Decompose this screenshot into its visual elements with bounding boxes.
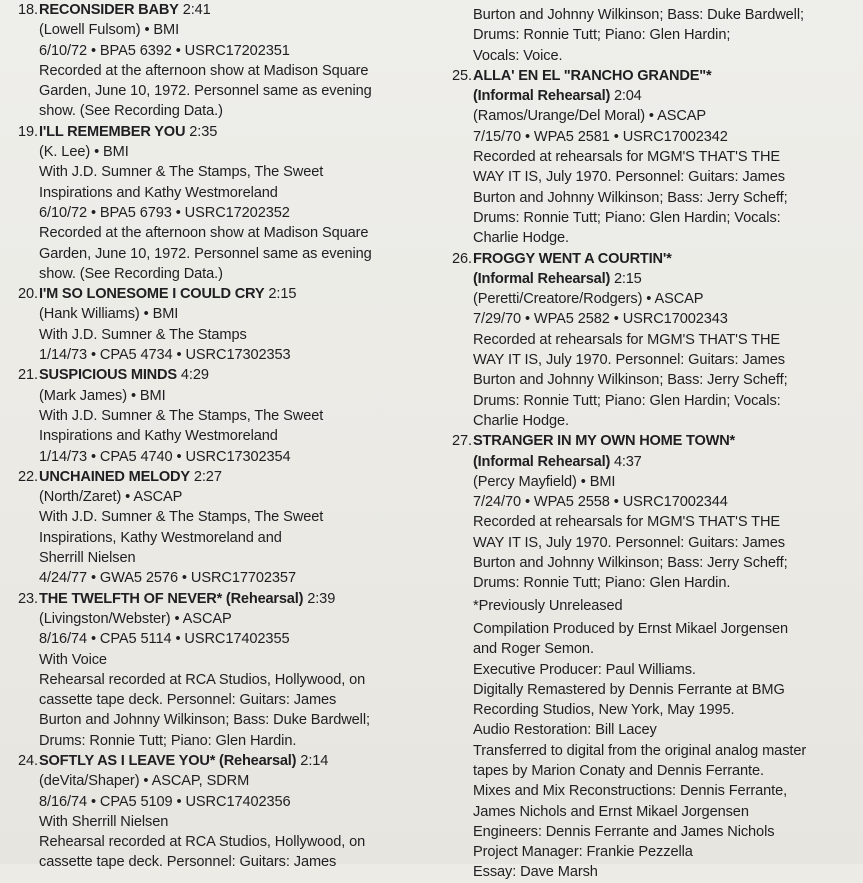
track-number: 19. <box>18 123 38 140</box>
track-title: SOFTLY AS I LEAVE YOU* (Rehearsal) <box>39 752 297 769</box>
track-detail-line: Garden, June 10, 1972. Personnel same as evening <box>39 245 372 262</box>
track-title: RECONSIDER BABY <box>39 2 179 18</box>
track-number: 23. <box>18 590 38 607</box>
track-detail-line: WAY IT IS, July 1970. Personnel: Guitars: James <box>473 352 785 369</box>
track-22 <box>18 467 438 589</box>
track-duration: 2:27 <box>193 468 222 485</box>
track-detail-line: Sherrill Nielsen <box>39 550 136 567</box>
credit-line: Mixes and Mix Reconstructions: Dennis Ferrante, <box>473 783 788 800</box>
track-duration: 2:15 <box>268 286 297 303</box>
track-duration: 4:29 <box>180 367 209 384</box>
track-number: 24. <box>18 752 38 769</box>
track-detail-line: Recorded at the afternoon show at Madison Square <box>39 62 369 79</box>
track-detail-line: 1/14/73 • CPA5 4734 • USRC17302353 <box>39 347 291 364</box>
track-detail-line: 7/29/70 • WPA5 2582 • USRC17002343 <box>473 311 728 328</box>
track-subtitle-line <box>473 269 857 289</box>
track-detail-line: Drums: Ronnie Tutt; Piano: Glen Hardin; Vocals: <box>473 209 781 226</box>
track-subtitle: (Informal Rehearsal) <box>473 453 611 470</box>
track-23 <box>18 589 438 751</box>
track-title-line <box>39 467 438 487</box>
track-duration: 2:39 <box>307 590 336 607</box>
track-24 <box>18 751 438 873</box>
continued-detail-line: Drums: Ronnie Tutt; Piano: Glen Hardin; <box>473 27 731 44</box>
track-detail-line: Recorded at rehearsals for MGM'S THAT'S THE <box>473 331 781 348</box>
track-title-line <box>39 284 438 304</box>
track-detail-line: Inspirations and Kathy Westmoreland <box>39 428 278 445</box>
continued-detail-line: Vocals: Voice. <box>473 47 563 64</box>
production-credits <box>452 619 857 883</box>
track-title-line <box>39 0 438 20</box>
track-detail-line: (Ramos/Urange/Del Moral) • ASCAP <box>473 108 707 125</box>
track-detail-line: Drums: Ronnie Tutt; Piano: Glen Hardin. <box>473 575 731 592</box>
track-number: 26. <box>452 250 472 267</box>
track-detail-line: With J.D. Sumner & The Stamps, The Sweet <box>39 509 324 526</box>
track-25 <box>452 66 857 249</box>
credit-line: James Nichols and Ernst Mikael Jorgensen <box>473 803 749 820</box>
track-title: STRANGER IN MY OWN HOME TOWN* <box>473 433 736 450</box>
right-column <box>452 5 857 883</box>
track-21 <box>18 365 438 466</box>
track-duration: 2:14 <box>300 752 329 769</box>
track-duration: 2:04 <box>613 88 642 105</box>
track-detail-line: 6/10/72 • BPA5 6392 • USRC17202351 <box>39 42 290 59</box>
credit-line: Digitally Remastered by Dennis Ferrante at BMG <box>473 681 785 698</box>
track-detail-line: show. (See Recording Data.) <box>39 103 223 120</box>
continued-track-24 <box>452 5 857 66</box>
track-detail-line: Recorded at rehearsals for MGM'S THAT'S THE <box>473 514 781 531</box>
credit-line: Executive Producer: Paul Williams. <box>473 661 696 678</box>
track-detail-line: Charlie Hodge. <box>473 412 569 429</box>
track-detail-line: Burton and Johnny Wilkinson; Bass: Jerry Scheff; <box>473 372 788 389</box>
credit-line: and Roger Semon. <box>473 641 594 658</box>
track-detail-line: With J.D. Sumner & The Stamps, The Sweet <box>39 407 324 424</box>
track-detail-line: Burton and Johnny Wilkinson; Bass: Jerry Scheff; <box>473 555 788 572</box>
track-detail-line: 8/16/74 • CPA5 5114 • USRC17402355 <box>39 631 290 648</box>
track-detail-line: With Voice <box>39 651 107 668</box>
track-title: I'M SO LONESOME I COULD CRY <box>39 286 265 303</box>
track-detail-line: Rehearsal recorded at RCA Studios, Hollywood, on <box>39 671 366 688</box>
track-26 <box>452 249 857 432</box>
track-detail-line: 1/14/73 • CPA5 4740 • USRC17302354 <box>39 448 291 465</box>
track-detail-line: (Percy Mayfield) • BMI <box>473 473 616 490</box>
credit-line: Engineers: Dennis Ferrante and James Nichols <box>473 823 775 840</box>
track-duration: 2:35 <box>189 123 218 140</box>
left-column <box>18 0 438 873</box>
credit-line: Essay: Dave Marsh <box>473 864 598 881</box>
track-title: THE TWELFTH OF NEVER* (Rehearsal) <box>39 590 304 607</box>
track-duration: 2:41 <box>182 2 211 18</box>
track-detail-line: (Hank Williams) • BMI <box>39 306 179 323</box>
credit-line: Project Manager: Frankie Pezzella <box>473 844 693 861</box>
track-detail-line: With J.D. Sumner & The Stamps <box>39 326 247 343</box>
track-number: 21. <box>18 367 38 384</box>
track-title-line <box>473 66 857 86</box>
track-detail-line: With Sherrill Nielsen <box>39 813 169 830</box>
track-detail-line: Burton and Johnny Wilkinson; Bass: Duke Bardwell; <box>39 712 370 729</box>
track-number: 20. <box>18 286 38 303</box>
track-detail-line: Burton and Johnny Wilkinson; Bass: Jerry Scheff; <box>473 189 788 206</box>
footnote: *Previously Unreleased <box>473 597 623 614</box>
track-detail-line: 8/16/74 • CPA5 5109 • USRC17402356 <box>39 793 291 810</box>
track-detail-line: show. (See Recording Data.) <box>39 265 223 282</box>
track-number: 18. <box>18 2 38 18</box>
track-detail-line: Recorded at the afternoon show at Madison Square <box>39 225 369 242</box>
track-18 <box>18 0 438 122</box>
track-number: 27. <box>452 433 472 450</box>
track-19 <box>18 122 438 284</box>
track-title: FROGGY WENT A COURTIN'* <box>473 250 672 267</box>
track-title-line <box>39 122 438 142</box>
track-subtitle: (Informal Rehearsal) <box>473 270 611 287</box>
track-title: SUSPICIOUS MINDS <box>39 367 177 384</box>
track-detail-line: 4/24/77 • GWA5 2576 • USRC17702357 <box>39 570 296 587</box>
track-detail-line: 7/24/70 • WPA5 2558 • USRC17002344 <box>473 494 728 511</box>
track-title-line <box>39 589 438 609</box>
track-detail-line: (Lowell Fulsom) • BMI <box>39 22 180 39</box>
track-number: 25. <box>452 67 472 84</box>
track-detail-line: Rehearsal recorded at RCA Studios, Hollywood, on <box>39 834 366 851</box>
track-detail-line: cassette tape deck. Personnel: Guitars: James <box>39 854 337 871</box>
credit-line: Transferred to digital from the original analog master <box>473 742 807 759</box>
credit-line: Audio Restoration: Bill Lacey <box>473 722 657 739</box>
track-detail-line: (K. Lee) • BMI <box>39 144 129 161</box>
track-detail-line: Drums: Ronnie Tutt; Piano: Glen Hardin; Vocals: <box>473 392 781 409</box>
track-duration: 4:37 <box>613 453 642 470</box>
track-title-line <box>473 431 857 451</box>
track-detail-line: WAY IT IS, July 1970. Personnel: Guitars: James <box>473 169 785 186</box>
track-detail-line: (Peretti/Creatore/Rodgers) • ASCAP <box>473 291 704 308</box>
track-duration: 2:15 <box>613 270 642 287</box>
track-detail-line: (North/Zaret) • ASCAP <box>39 489 183 506</box>
track-detail-line: (Mark James) • BMI <box>39 387 166 404</box>
track-27 <box>452 431 857 593</box>
track-title-line <box>473 249 857 269</box>
track-detail-line: WAY IT IS, July 1970. Personnel: Guitars: James <box>473 534 785 551</box>
track-title: ALLA' EN EL "RANCHO GRANDE"* <box>473 67 712 84</box>
track-detail-line: Drums: Ronnie Tutt; Piano: Glen Hardin. <box>39 732 297 749</box>
credit-line: Recording Studios, New York, May 1995. <box>473 702 735 719</box>
track-detail-line: Inspirations and Kathy Westmoreland <box>39 184 278 201</box>
track-detail-line: With J.D. Sumner & The Stamps, The Sweet <box>39 164 324 181</box>
track-subtitle-line <box>473 86 857 106</box>
track-20 <box>18 284 438 365</box>
credit-line: tapes by Marion Conaty and Dennis Ferrante. <box>473 762 764 779</box>
track-detail-line: (deVita/Shaper) • ASCAP, SDRM <box>39 773 250 790</box>
track-detail-line: (Livingston/Webster) • ASCAP <box>39 610 232 627</box>
track-title-line <box>39 751 438 771</box>
track-detail-line: Recorded at rehearsals for MGM'S THAT'S THE <box>473 149 781 166</box>
track-detail-line: Charlie Hodge. <box>473 230 569 247</box>
track-number: 22. <box>18 468 38 485</box>
track-detail-line: Inspirations, Kathy Westmoreland and <box>39 529 282 546</box>
track-title: UNCHAINED MELODY <box>39 468 190 485</box>
track-detail-line: Garden, June 10, 1972. Personnel same as evening <box>39 83 372 100</box>
track-title: I'LL REMEMBER YOU <box>39 123 186 140</box>
continued-detail-line: Burton and Johnny Wilkinson; Bass: Duke Bardwell; <box>473 7 804 23</box>
track-subtitle-line <box>473 452 857 472</box>
track-detail-line: cassette tape deck. Personnel: Guitars: James <box>39 692 337 709</box>
track-detail-line: 6/10/72 • BPA5 6793 • USRC17202352 <box>39 204 290 221</box>
credit-line: Compilation Produced by Ernst Mikael Jorgensen <box>473 620 789 637</box>
track-detail-line: 7/15/70 • WPA5 2581 • USRC17002342 <box>473 128 728 145</box>
track-subtitle: (Informal Rehearsal) <box>473 88 611 105</box>
track-title-line <box>39 365 438 385</box>
